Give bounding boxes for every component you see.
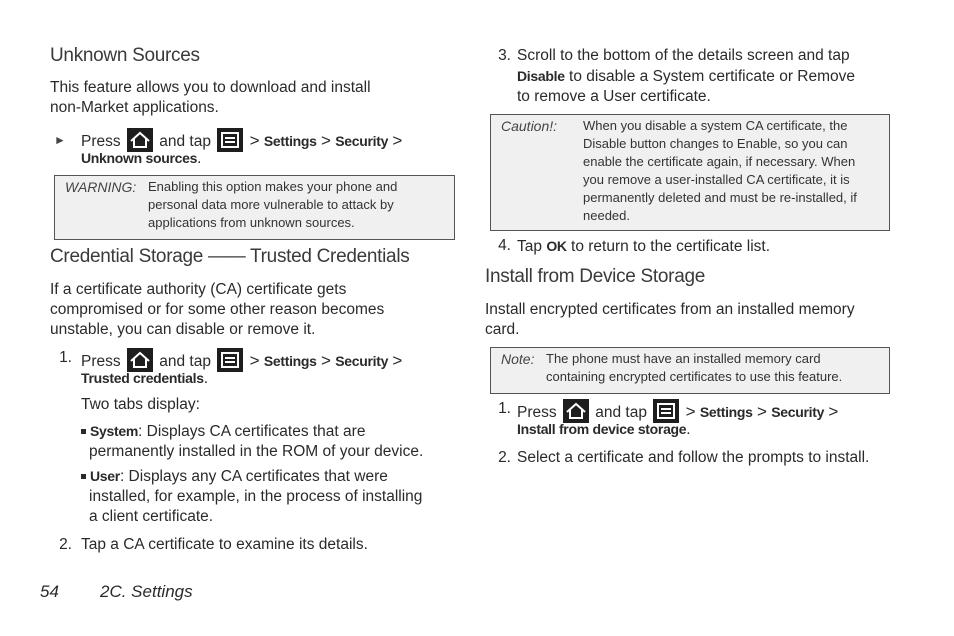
square-bullet-icon [81,474,86,479]
intro-line: Install encrypted certificates from an installed memory [485,301,855,318]
separator: > [320,131,331,150]
caution-label: Caution!: [501,118,558,134]
and-tap-text: and tap [159,353,211,370]
caution-line: needed. [583,208,630,223]
install-intro [485,300,855,340]
settings-label: Settings [699,404,753,420]
square-bullet-icon [81,429,86,434]
two-tabs-text: Two tabs display: [81,396,200,413]
system-term: System [90,423,139,439]
step-number: 4. [498,237,511,254]
unknown-sources-intro [50,78,371,118]
note-box [490,347,890,394]
note-line: containing encrypted certificates to use this feature. [546,369,843,384]
security-label: Security [771,404,825,420]
section-label: 2C. Settings [100,582,193,601]
note-line: The phone must have an installed memory card [546,351,821,366]
step-text: Tap a CA certificate to examine its details. [81,536,368,553]
intro-line: non-Market applications. [50,99,219,116]
press-text: Press [517,404,557,421]
security-label: Security [335,133,389,149]
separator: > [249,351,260,370]
step-text: to remove a User certificate. [517,88,711,105]
warning-text [148,178,397,232]
credential-storage-intro [50,280,384,340]
install-from-device-storage-label: Install from device storage [517,421,687,437]
credential-storage-heading: Credential Storage —— Trusted Credentials [50,246,410,267]
bullet-system [81,421,461,462]
step-number: 1. [498,400,511,417]
warning-line: personal data more vulnerable to attack by [148,197,394,212]
user-term: User [90,468,120,484]
separator: > [828,402,839,421]
caution-box [490,114,890,231]
note-label: Note: [501,351,535,367]
caution-line: When you disable a system CA certificate, the [583,118,848,133]
and-tap-text: and tap [159,133,211,150]
install-heading: Install from Device Storage [485,266,705,287]
ok-label: OK [546,238,567,254]
intro-line: unstable, you can disable or remove it. [50,321,316,338]
separator: > [392,351,403,370]
step-text: to return to the certificate list. [566,238,771,255]
caution-line: Disable button changes to Enable, so you can [583,136,848,151]
security-label: Security [335,353,389,369]
press-text: Press [81,353,121,370]
menu-icon [217,348,243,372]
unknown-sources-label: Unknown sources [81,150,198,166]
warning-line: applications from unknown sources. [148,215,355,230]
separator: > [392,131,403,150]
note-text [546,350,842,386]
intro-line: This feature allows you to download and install [50,79,371,96]
warning-box [54,175,455,240]
period: . [197,150,202,167]
period: . [686,421,691,438]
period: . [203,370,208,387]
warning-label: WARNING: [65,179,137,195]
bullet-text: : Displays any CA certificates that were [119,468,388,485]
caution-line: permanently deleted and must be re-installed, if [583,190,857,205]
intro-line: compromised or for some other reason becomes [50,301,385,318]
arrow-bullet-icon: ► [54,133,66,147]
step-text: to disable a System certificate or Remove [564,68,856,85]
caution-text [583,117,857,225]
and-tap-text: and tap [595,404,647,421]
separator: > [320,351,331,370]
step-text: Select a certificate and follow the prompts to install. [517,449,870,466]
separator: > [249,131,260,150]
settings-label: Settings [263,353,317,369]
bullet-text: permanently installed in the ROM of your device. [89,443,424,460]
caution-line: you remove a user-installed CA certificate, it is [583,172,850,187]
disable-label: Disable [517,68,565,84]
press-text: Press [81,133,121,150]
bullet-user [81,466,461,527]
step-text: Scroll to the bottom of the details screen and tap [517,47,850,64]
unknown-sources-heading: Unknown Sources [50,45,200,66]
menu-icon [217,128,243,152]
bullet-text: installed, for example, in the process of installing [89,488,423,505]
trusted-credentials-label: Trusted credentials [81,370,204,386]
intro-line: card. [485,321,520,338]
step-number: 2. [59,536,72,553]
settings-label: Settings [263,133,317,149]
bullet-text: : Displays CA certificates that are [138,423,366,440]
separator: > [756,402,767,421]
intro-line: If a certificate authority (CA) certificate gets [50,281,347,298]
warning-line: Enabling this option makes your phone and [148,179,398,194]
step-number: 3. [498,47,511,64]
step-number: 1. [59,349,72,366]
step-text: Tap [517,238,547,255]
bullet-text: a client certificate. [89,508,214,525]
separator: > [685,402,696,421]
caution-line: enable the certificate again, if necessary. When [583,154,856,169]
step-number: 2. [498,449,511,466]
page-number: 54 [40,582,59,601]
